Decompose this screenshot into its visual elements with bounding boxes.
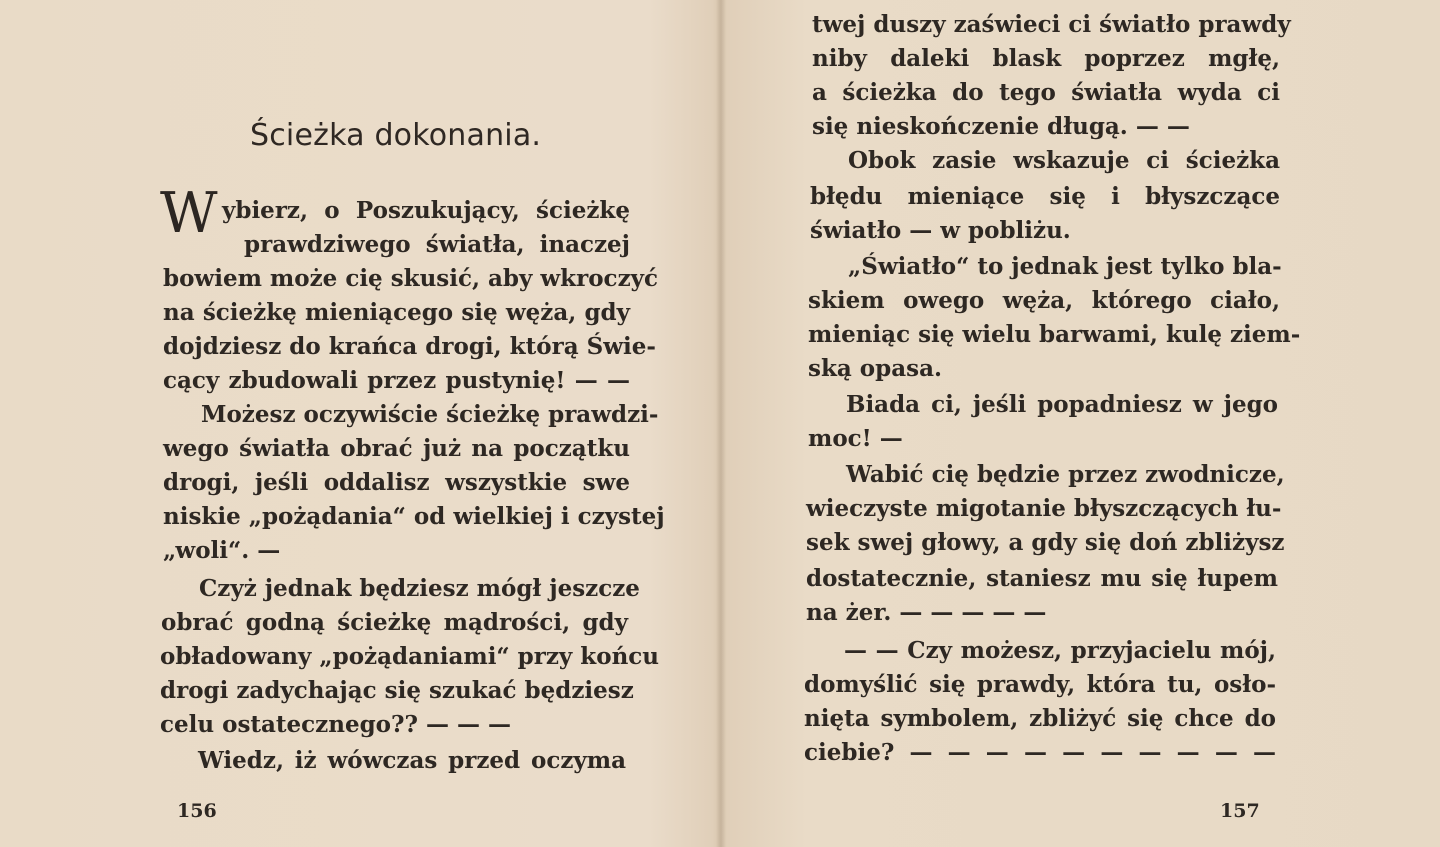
text-line: a ścieżka do tego światła wyda ci <box>812 79 1280 106</box>
text-line: prawdziwego światła, inaczej <box>244 231 630 258</box>
left-page <box>0 0 716 847</box>
text-line: skiem owego węża, którego ciało, <box>808 287 1280 314</box>
text-line: nięta symbolem, zbliżyć się chce do <box>804 705 1276 732</box>
text-line: Wabić cię będzie przez zwodnicze, <box>846 461 1285 488</box>
text-line: Możesz oczywiście ścieżkę prawdzi- <box>201 401 659 428</box>
text-line: drogi zadychając się szukać będziesz <box>160 677 634 704</box>
text-line: ciebie? — — — — — — — — — — <box>804 739 1276 766</box>
text-line: dostatecznie, staniesz mu się łupem <box>806 565 1278 592</box>
text-line: niby daleki blask poprzez mgłę, <box>812 45 1280 72</box>
book-gutter <box>716 0 726 847</box>
text-line: „Światło“ to jednak jest tylko bla- <box>848 253 1282 280</box>
text-line: na żer. — — — — — <box>806 599 1047 626</box>
text-line: drogi, jeśli oddalisz wszystkie swe <box>163 469 630 496</box>
text-line: obładowany „pożądaniami“ przy końcu <box>160 643 660 670</box>
text-line: moc! — <box>808 425 903 452</box>
text-line: cący zbudowali przez pustynię! — — <box>163 367 630 394</box>
right-page <box>726 0 1440 847</box>
text-line: światło — w pobliżu. <box>810 217 1071 244</box>
text-line: „woli“. — <box>163 537 281 564</box>
text-line: Wiedz, iż wówczas przed oczyma <box>198 747 626 774</box>
text-line: Biada ci, jeśli popadniesz w jego <box>846 391 1278 418</box>
text-line: Czyż jednak będziesz mógł jeszcze <box>199 575 640 602</box>
text-line: celu ostatecznego?? — — — <box>160 711 511 738</box>
drop-cap: W <box>160 181 218 246</box>
page-number: 156 <box>177 800 217 822</box>
text-line: się nieskończenie długą. — — <box>812 113 1190 140</box>
text-line: niskie „pożądania“ od wielkiej i czystej <box>163 503 665 530</box>
text-line: obrać godną ścieżkę mądrości, gdy <box>161 609 628 636</box>
text-line: dojdziesz do krańca drogi, którą Świe- <box>163 333 656 360</box>
text-line: ską opasa. <box>808 355 942 382</box>
text-line: — — Czy możesz, przyjacielu mój, <box>844 637 1276 664</box>
text-line: błędu mieniące się i błyszczące <box>810 183 1280 210</box>
text-line: wego światła obrać już na początku <box>163 435 630 462</box>
text-line: twej duszy zaświeci ci światło prawdy <box>812 11 1291 38</box>
text-line: na ścieżkę mieniącego się węża, gdy <box>163 299 630 326</box>
text-line: wieczyste migotanie błyszczących łu- <box>806 495 1282 522</box>
text-line: ybierz, o Poszukujący, ścieżkę <box>222 197 630 224</box>
text-line: bowiem może cię skusić, aby wkroczyć <box>163 265 658 292</box>
text-line: Obok zasie wskazuje ci ścieżka <box>848 147 1280 174</box>
page-number: 157 <box>1220 800 1260 822</box>
chapter-title: Ścieżka dokonania. <box>250 118 542 153</box>
text-line: mieniąc się wielu barwami, kulę ziem- <box>808 321 1301 348</box>
text-line: sek swej głowy, a gdy się doń zbliżysz <box>806 529 1285 556</box>
text-line: domyślić się prawdy, która tu, osło- <box>804 671 1276 698</box>
